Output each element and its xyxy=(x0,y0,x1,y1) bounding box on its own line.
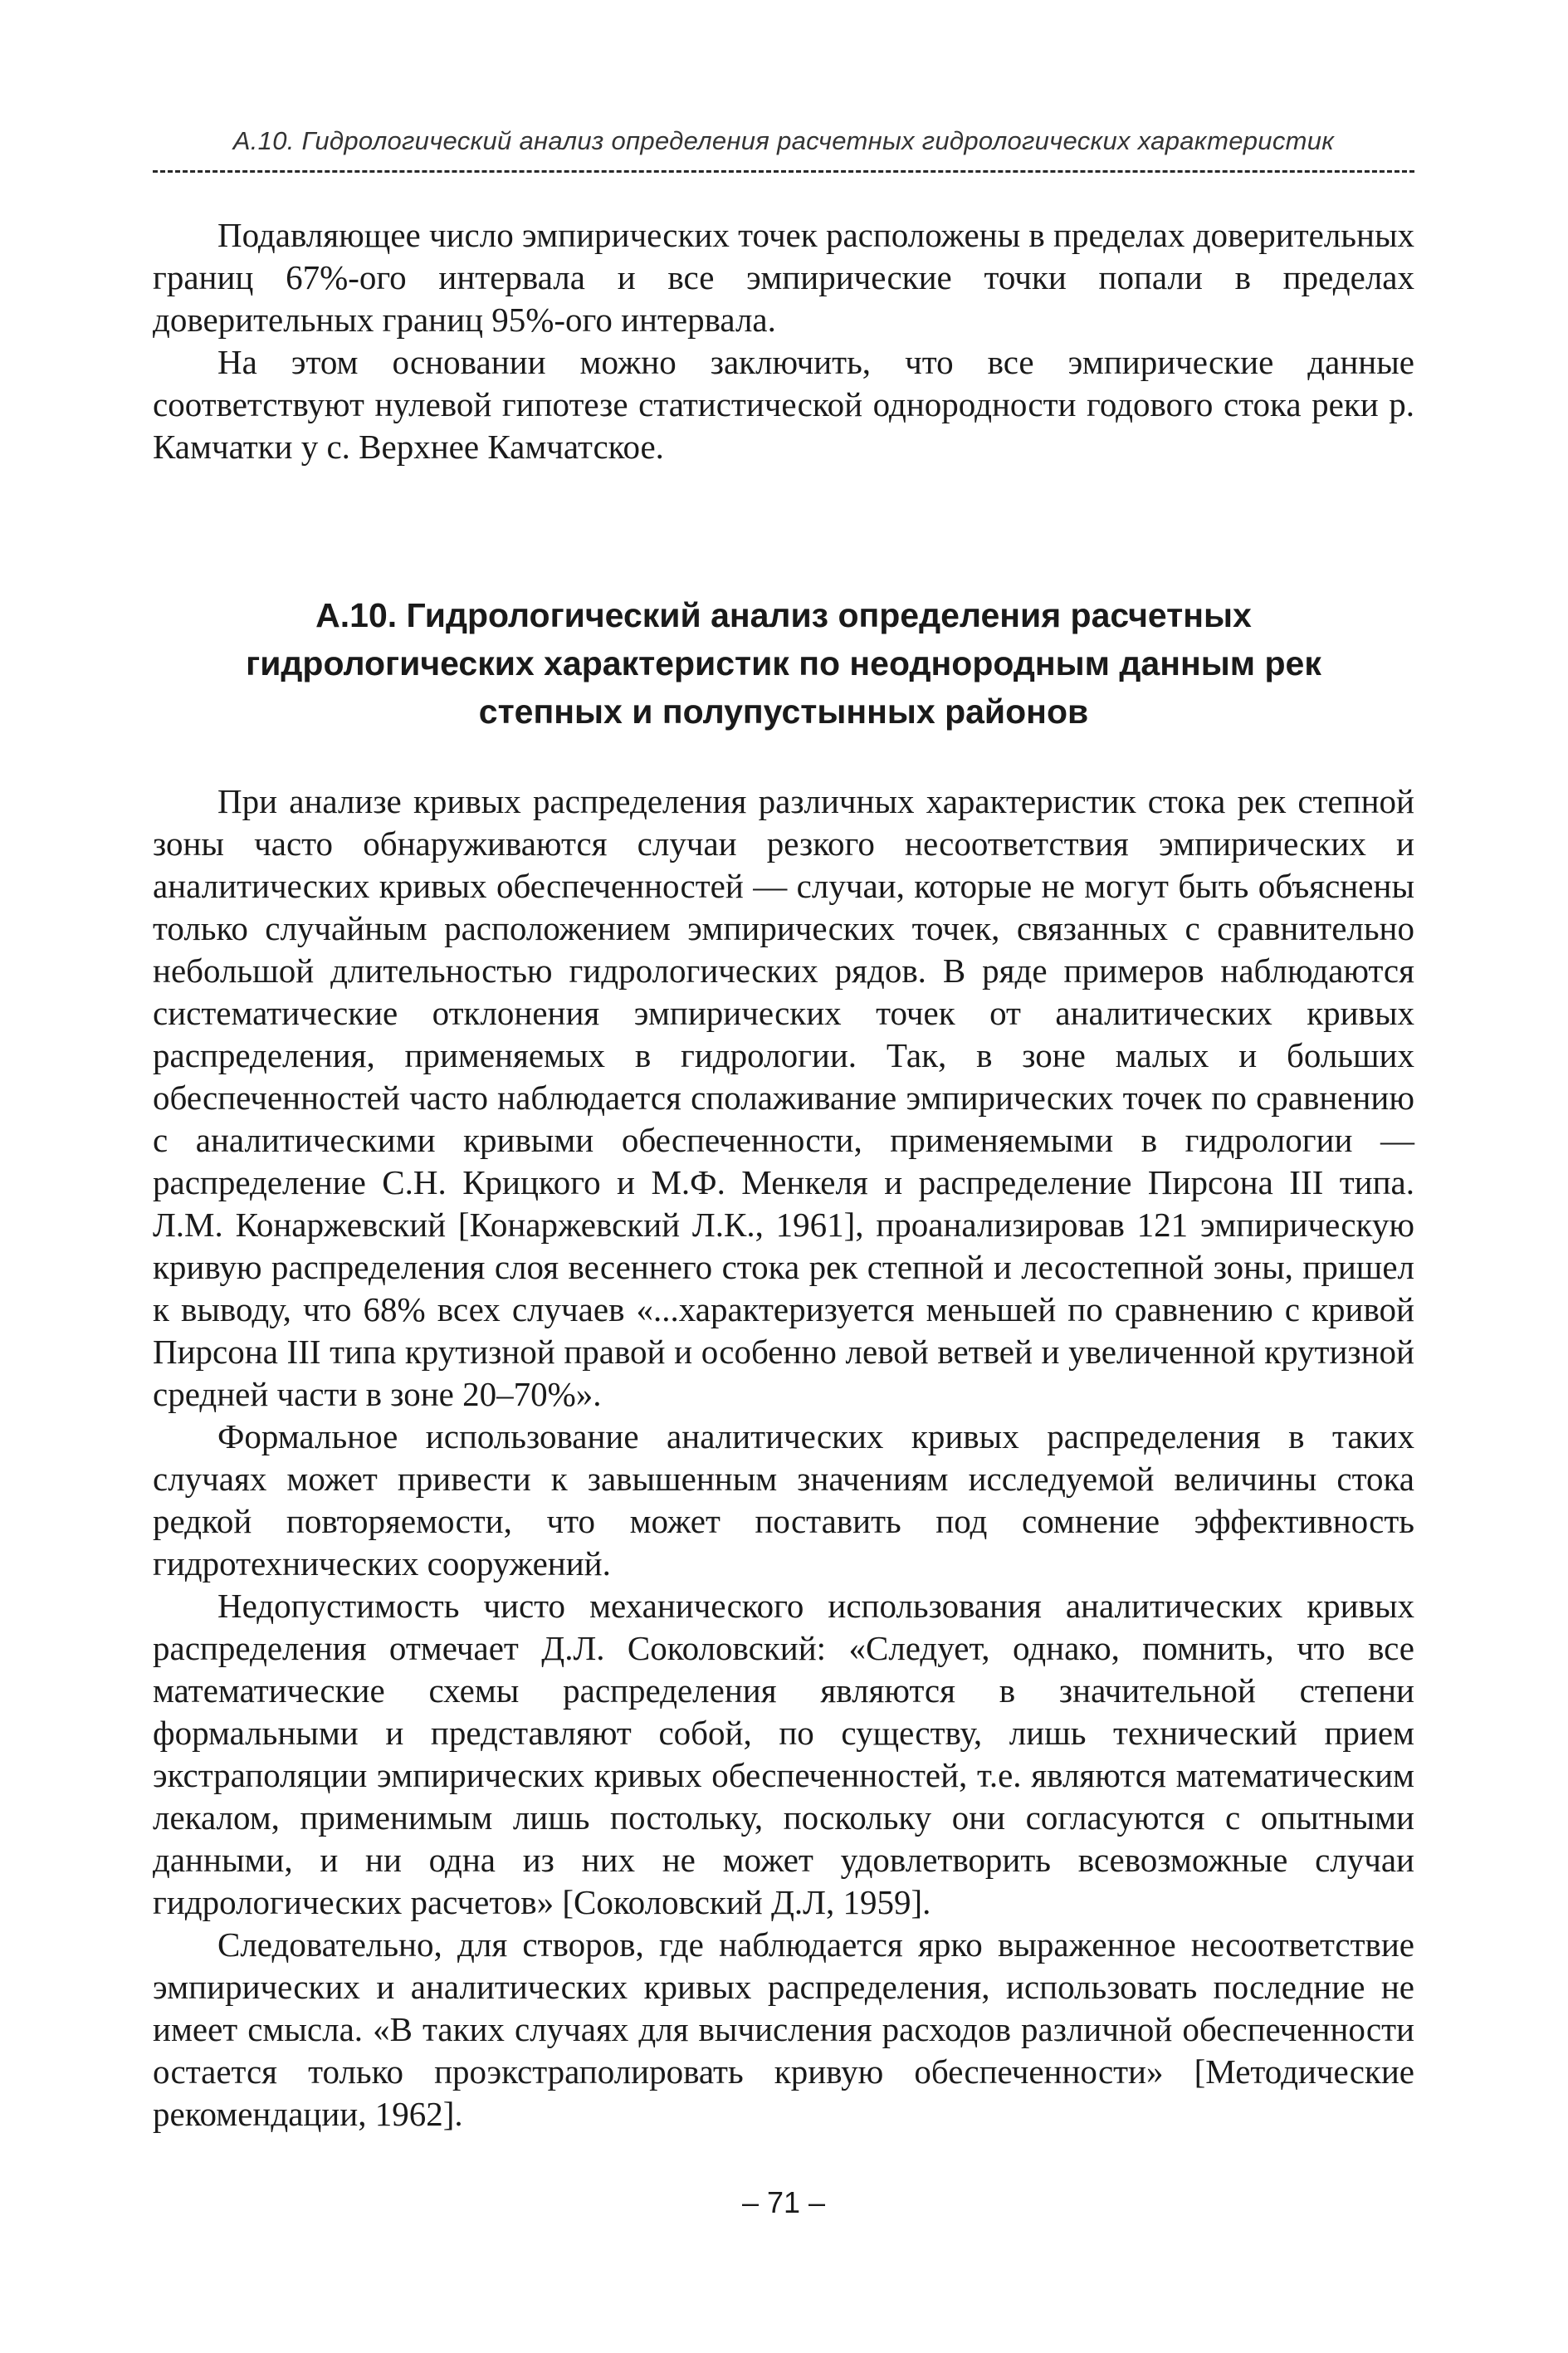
header-divider xyxy=(153,170,1414,173)
section-title xyxy=(153,591,1414,736)
paragraph: Подавляющее число эмпирических точек расположены в пределах доверительных границ 67%-ого интервала и все эмпирические точки попали в пределах доверительных границ 95%-ого интервала. xyxy=(153,216,1414,339)
section-body xyxy=(153,780,1414,2135)
section-title-line: А.10. Гидрологический анализ определения расчетных xyxy=(315,596,1252,634)
paragraph: Формальное использование аналитических кривых распределения в таких случаях может привести к завышенным значениям исследуемой величины стока редкой повторяемости, что может поставить под сомнение эффективность гидротехнических сооружений. xyxy=(153,1417,1414,1583)
running-head: А.10. Гидрологический анализ определения расчетных гидрологических характеристик xyxy=(232,126,1335,155)
section-title-line: гидрологических характеристик по неоднородным данным рек xyxy=(246,644,1321,682)
paragraph: Недопустимость чисто механического использования аналитических кривых распределения отмечает Д.Л. Соколовский: «Следует, однако, помнить, что все математические схемы распределения являются в значительной степени формальными и представляют собой, по существу, лишь технический прием экстраполяции эмпирических кривых обеспеченностей, т.е. являются математическим лекалом, применимым лишь постольку, поскольку они согласуются с опытными данными, и ни одна из них не может удовлетворить всевозможные случаи гидрологических расчетов» [Соколовский Д.Л, 1959]. xyxy=(153,1587,1414,1921)
intro-text xyxy=(153,214,1414,468)
section-title-line: степных и полупустынных районов xyxy=(478,692,1089,731)
paragraph: На этом основании можно заключить, что все эмпирические данные соответствуют нулевой гипотезе статистической однородности годового стока реки р. Камчатки у с. Верхнее Камчатское. xyxy=(153,343,1414,466)
paragraph: При анализе кривых распределения различных характеристик стока рек степной зоны часто обнаруживаются случаи резкого несоответствия эмпирических и аналитических кривых обеспеченностей — случаи, которые не могут быть объяснены только случайным расположением эмпирических точек, связанных с сравнительно небольшой длительностью гидрологических рядов. В ряде примеров наблюдаются систематические отклонения эмпирических точек от аналитических кривых распределения, применяемых в гидрологии. Так, в зоне малых и больших обеспеченностей часто наблюдается сполаживание эмпирических точек по сравнению с аналитическими кривыми обеспеченности, применяемыми в гидрологии — распределение С.Н. Крицкого и М.Ф. Менкеля и распределение Пирсона III типа. Л.М. Конаржевский [Конаржевский Л.К., 1961], проанализировав 121 эмпирическую кривую распределения слоя весеннего стока рек степной и лесостепной зоны, пришел к выводу, что 68% всех случаев «...характеризуется меньшей по сравнению с кривой Пирсона III типа крутизной правой и особенно левой ветвей и увеличенной крутизной средней части в зоне 20–70%». xyxy=(153,782,1414,1413)
paragraph: Следовательно, для створов, где наблюдается ярко выраженное несоответствие эмпирических и аналитических кривых распределения, использовать последние не имеет смысла. «В таких случаях для вычисления расходов различной обеспеченности остается только проэкстраполировать кривую обеспеченности» [Методические рекомендации, 1962]. xyxy=(153,1925,1414,2133)
page-number: – 71 – xyxy=(741,2185,826,2219)
